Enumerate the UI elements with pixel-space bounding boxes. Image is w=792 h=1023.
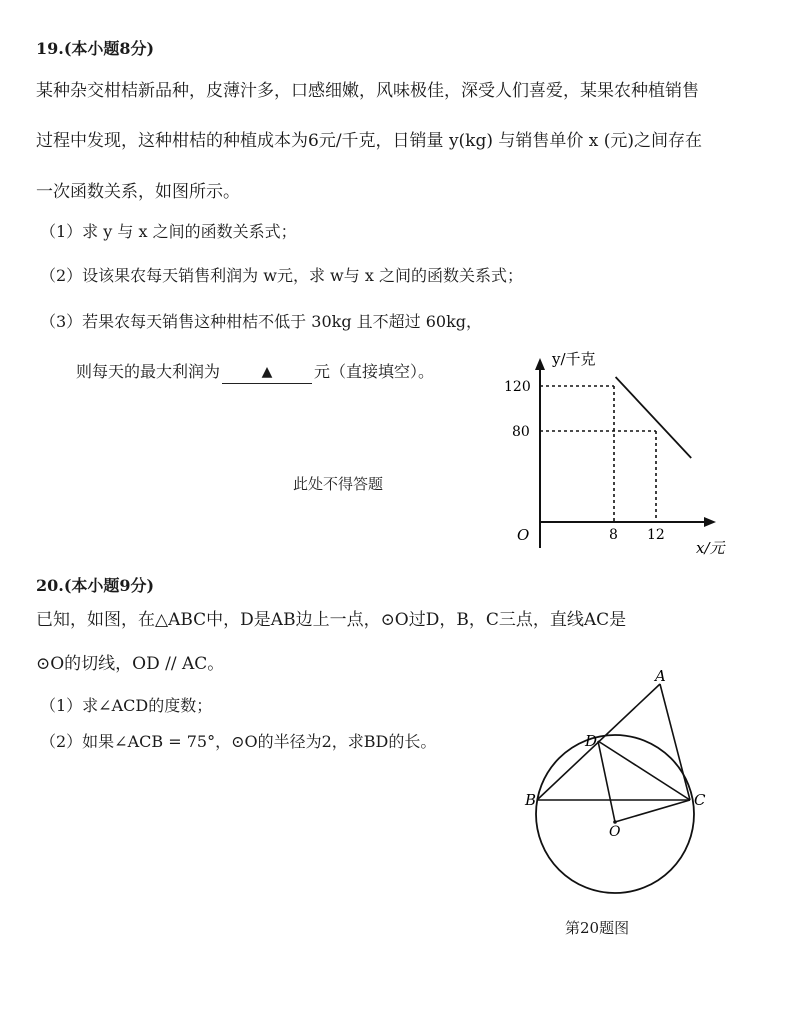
segment-oc	[615, 800, 690, 822]
figure-20-caption: 第20题图	[565, 919, 630, 937]
segment-do	[598, 741, 615, 822]
warning-triangle-icon: ▲	[261, 364, 273, 380]
q19-part-3: （3）若果农每天销售这种柑桔不低于 30kg 且不超过 60kg，	[40, 312, 483, 331]
point-label-c: C	[694, 791, 706, 809]
q20-paragraph-1: 已知，如图，在△ABC中，D是AB边上一点，⊙O过D，B，C三点，直线AC是	[36, 610, 627, 630]
q19-part-2: （2）设该果农每天销售利润为 w元，求 w与 x 之间的函数关系式；	[40, 266, 523, 285]
q19-paragraph-3: 一次函数关系，如图所示。	[36, 182, 240, 202]
no-answer-notice: 此处不得答题	[293, 475, 384, 493]
q20-header: 20.(本小题9分)	[36, 576, 155, 595]
circle-o	[536, 735, 694, 893]
x-tick-label-8: 8	[609, 527, 618, 543]
point-label-d: D	[585, 732, 598, 750]
y-axis-label: y/千克	[552, 350, 596, 368]
y-tick-label-80: 80	[512, 424, 530, 440]
q19-part-3-suffix: 元（直接填空）。	[314, 362, 435, 381]
segment-dc	[598, 741, 690, 800]
q20-paragraph-2: ⊙O的切线，OD // AC。	[36, 654, 225, 674]
origin-label: O	[517, 526, 530, 544]
q19-header: 19.(本小题8分)	[36, 39, 155, 58]
q19-part-3-prefix: 则每天的最大利润为	[76, 362, 221, 381]
point-label-b: B	[525, 791, 537, 809]
q19-paragraph-2: 过程中发现，这种柑桔的种植成本为6元/千克，日销量 y(kg) 与销售单价 x (元)之间存在	[36, 131, 703, 151]
point-label-o: O	[609, 824, 621, 840]
x-axis-label: x/元	[696, 539, 725, 557]
q19-part-1: （1）求 y 与 x 之间的函数关系式；	[40, 222, 297, 241]
x-tick-label-12: 12	[647, 527, 665, 543]
q20-part-1: （1）求∠ACD的度数；	[40, 696, 213, 715]
point-label-a: A	[655, 667, 666, 685]
q19-paragraph-1: 某种杂交柑桔新品种，皮薄汁多，口感细嫩，风味极佳，深受人们喜爱，某果农种植销售	[36, 81, 699, 101]
segment-ac	[660, 684, 690, 800]
y-tick-label-120: 120	[504, 379, 531, 395]
q20-part-2: （2）如果∠ACB = 75°，⊙O的半径为2，求BD的长。	[40, 732, 437, 751]
